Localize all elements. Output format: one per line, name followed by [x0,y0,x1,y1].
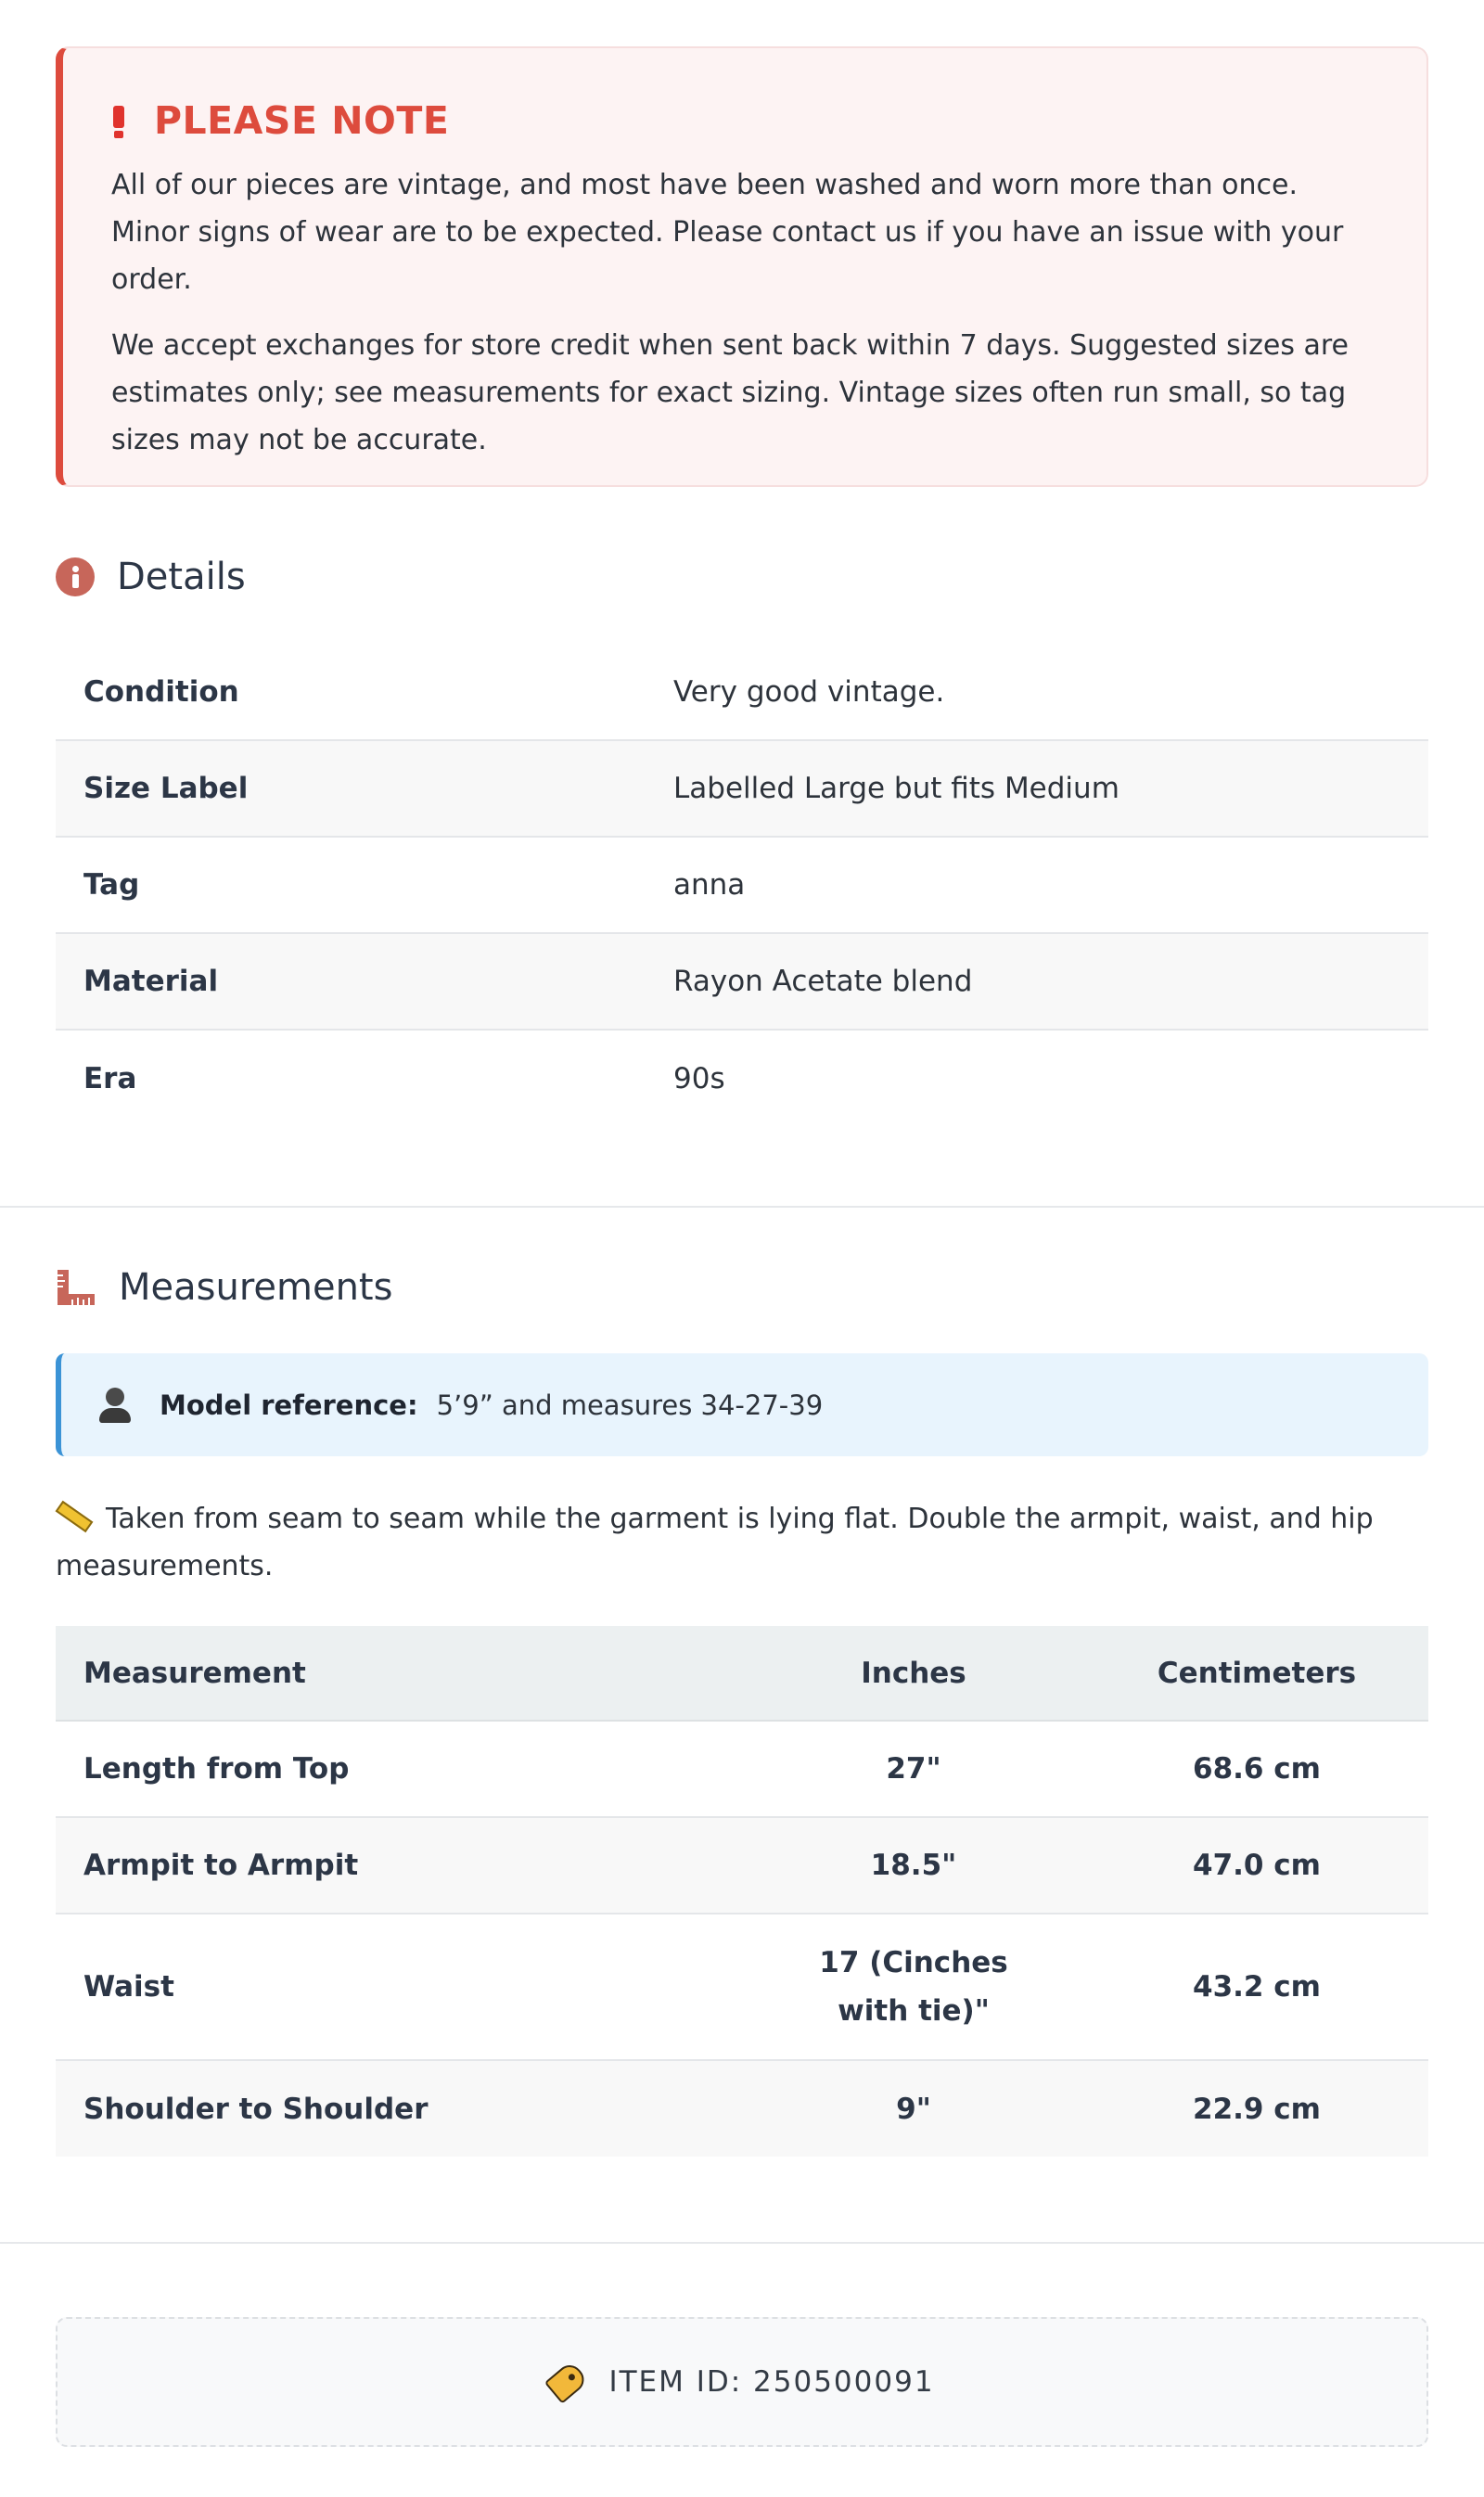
measurement-name: Length from Top [56,1721,742,1817]
measurements-header [56,1264,392,1311]
measurement-name: Shoulder to Shoulder [56,2060,742,2157]
detail-value: Very good vintage. [673,644,1428,740]
detail-value: 90s [673,1061,725,1095]
column-header-inches: Inches [742,1626,1085,1721]
notice-title: PLEASE NOTE [154,98,450,143]
notice-paragraph-1: All of our pieces are vintage, and most have been washed and worn more than once. Minor signs of wear are to be expected. Please contact us if you have an issue with your order. [111,169,1344,296]
section-divider [0,1206,1484,1208]
model-reference [56,1353,1428,1456]
detail-label: Condition [56,644,673,740]
table-row [56,1030,1428,1126]
notice-box [56,46,1428,487]
table-row [56,644,1428,740]
measurements-title: Measurements [119,1266,393,1309]
measurement-inches: 18.5" [742,1817,1085,1914]
measurement-cm: 68.6 cm [1085,1721,1428,1817]
notice-header [111,98,1380,143]
detail-label: Size Label [56,740,673,837]
info-circle-icon [56,557,95,596]
measurement-cm: 22.9 cm [1085,2060,1428,2157]
notice-paragraph-2: We accept exchanges for store credit when sent back within 7 days. Suggested sizes are estimates only; see measurements for exact sizing. Vintage sizes often run small, so tag sizes may not be accurate. [111,329,1350,456]
table-row [56,837,1428,933]
detail-label: Tag [56,837,673,933]
measurement-name: Waist [56,1914,742,2060]
measurement-name: Armpit to Armpit [56,1817,742,1914]
item-id-box [56,2317,1428,2447]
details-header [56,554,246,600]
measurement-note [56,1495,1428,1590]
item-id-text: ITEM ID: 250500091 [608,2365,935,2399]
measurement-inches: 27" [742,1721,1085,1817]
detail-value: Labelled Large but fits Medium [673,740,1428,837]
details-table [56,644,1428,1126]
ruler-icon [56,1500,94,1531]
detail-label: Material [56,933,673,1030]
detail-label: Era [83,1061,137,1095]
section-divider [0,2242,1484,2244]
model-reference-label: Model reference: [160,1389,418,1421]
table-row [56,740,1428,837]
tag-icon [544,2360,589,2403]
measurement-cm: 47.0 cm [1085,1817,1428,1914]
measurements-table [56,1626,1428,2157]
model-reference-value: 5’9” and measures 34-27-39 [436,1389,824,1421]
measurement-inches: 9" [742,2060,1085,2157]
table-row [56,1721,1428,1817]
exclamation-icon [113,104,124,137]
measurement-inches: 17 (Cinches with tie)" [742,1914,1085,2060]
column-header-centimeters: Centimeters [1085,1626,1428,1721]
details-title: Details [117,556,246,598]
detail-value: anna [673,837,1428,933]
ruler-combined-icon [56,1268,96,1307]
measurement-cm: 43.2 cm [1085,1914,1428,2060]
measurement-note-text: Taken from seam to seam while the garment is lying flat. Double the armpit, waist, and hip measurements. [56,1503,1374,1582]
table-row [56,1817,1428,1914]
detail-value: Rayon Acetate blend [673,933,1428,1030]
column-header-measurement: Measurement [56,1626,742,1721]
table-row [56,933,1428,1030]
table-row [56,2060,1428,2157]
table-header-row [56,1626,1428,1721]
table-row [56,1914,1428,2060]
person-icon [98,1388,132,1423]
